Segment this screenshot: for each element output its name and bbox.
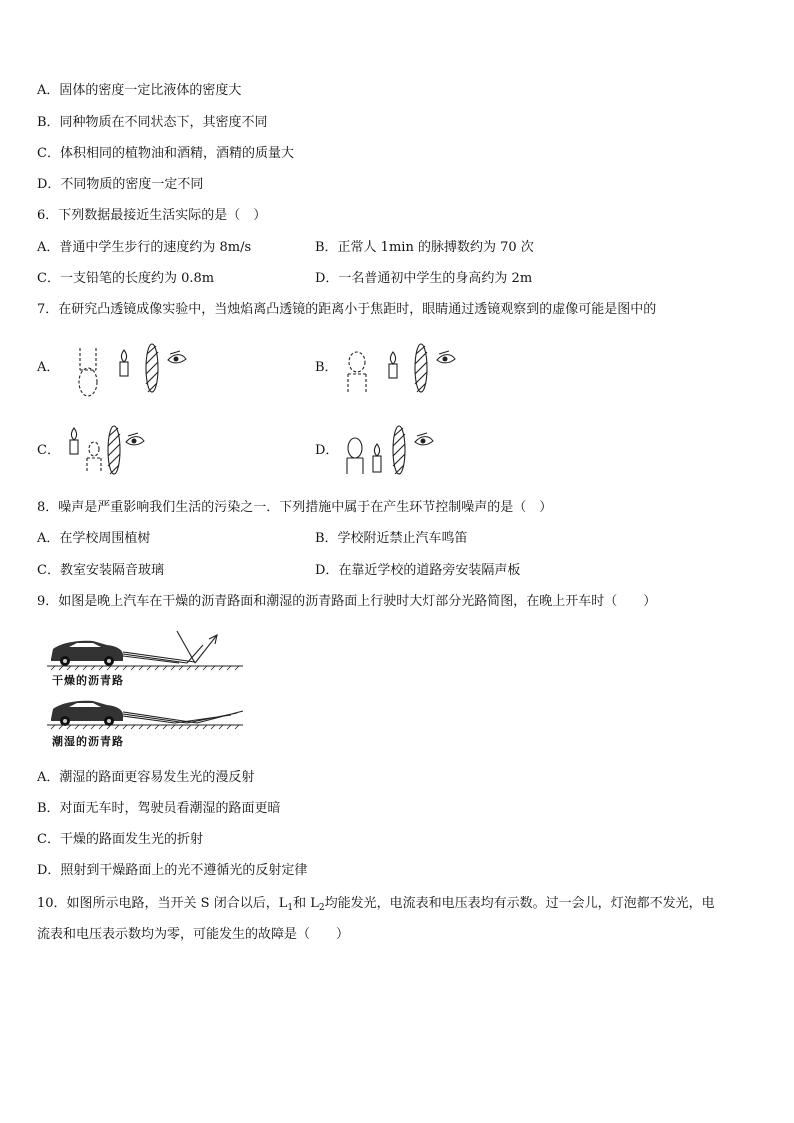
q10-text-part-2: 和 L [293, 896, 319, 911]
q8-option-d: D．在靠近学校的道路旁安装隔声板 [315, 563, 521, 578]
q9-option-a: A．潮湿的路面更容易发生光的漫反射 [37, 770, 255, 785]
q10-text-part-3: 均能发光，电流表和电压表均有示数。过一会儿，灯泡都不发光，电 [324, 896, 715, 911]
q10-text-part-1: 10．如图所示电路，当开关 S 闭合以后，L [37, 896, 288, 911]
q7-figure-d [343, 422, 473, 482]
q7-label-c: C． [37, 443, 60, 458]
q9-option-d: D．照射到干燥路面上的光不遵循光的反射定律 [37, 863, 308, 878]
q6-option-a: A．普通中学生步行的速度约为 8m/s [37, 240, 252, 255]
q9-wet-road-diagram [47, 695, 247, 730]
q6-stem: 6．下列数据最接近生活实际的是（ ） [37, 208, 267, 223]
q7-label-b: B． [315, 360, 338, 375]
q5-option-b: B．同种物质在不同状态下，其密度不同 [37, 115, 268, 130]
q9-stem: 9．如图是晚上汽车在干燥的沥青路面和潮湿的沥青路面上行驶时大灯部分光路简图，在晚上开车时（ ） [37, 594, 657, 609]
q6-option-b: B．正常人 1min 的脉搏数约为 70 次 [315, 240, 534, 255]
q5-option-c: C．体积相同的植物油和酒精，酒精的质量大 [37, 146, 294, 161]
q6-option-d: D．一名普通初中学生的身高约为 2m [315, 271, 533, 286]
q9-dry-road-diagram [47, 625, 247, 670]
q8-stem: 8．噪声是严重影响我们生活的污染之一．下列措施中属于在产生环节控制噪声的是（ ） [37, 500, 553, 515]
q7-stem: 7．在研究凸透镜成像实验中，当烛焰离凸透镜的距离小于焦距时，眼睛通过透镜观察到的虚像可能是图中的 [37, 302, 657, 317]
q7-label-a: A． [37, 360, 60, 375]
q10-subscript-1: 1 [287, 903, 294, 913]
q7-figure-a [70, 340, 200, 400]
q8-option-c: C．教室安装隔音玻璃 [37, 563, 164, 578]
q9-caption-dry: 干燥的沥青路 [52, 674, 124, 687]
q5-option-d: D．不同物质的密度一定不同 [37, 177, 204, 192]
q7-figure-c [64, 422, 194, 482]
q8-option-a: A．在学校周围植树 [37, 531, 151, 546]
q10-subscript-2: 2 [318, 903, 325, 913]
q7-label-d: D． [315, 443, 339, 458]
q8-option-b: B．学校附近禁止汽车鸣笛 [315, 531, 468, 546]
q10-stem-line-2: 流表和电压表示数均为零，可能发生的故障是（ ） [37, 927, 350, 942]
q6-option-c: C．一支铅笔的长度约为 0.8m [37, 271, 215, 286]
q5-option-a: A．固体的密度一定比液体的密度大 [37, 83, 242, 98]
q7-figure-b [343, 340, 473, 400]
q9-caption-wet: 潮湿的沥青路 [52, 735, 124, 748]
q9-option-c: C．干燥的路面发生光的折射 [37, 832, 203, 847]
q10-stem-line-1 [37, 895, 715, 917]
q9-option-b: B．对面无车时，驾驶员看潮湿的路面更暗 [37, 801, 281, 816]
